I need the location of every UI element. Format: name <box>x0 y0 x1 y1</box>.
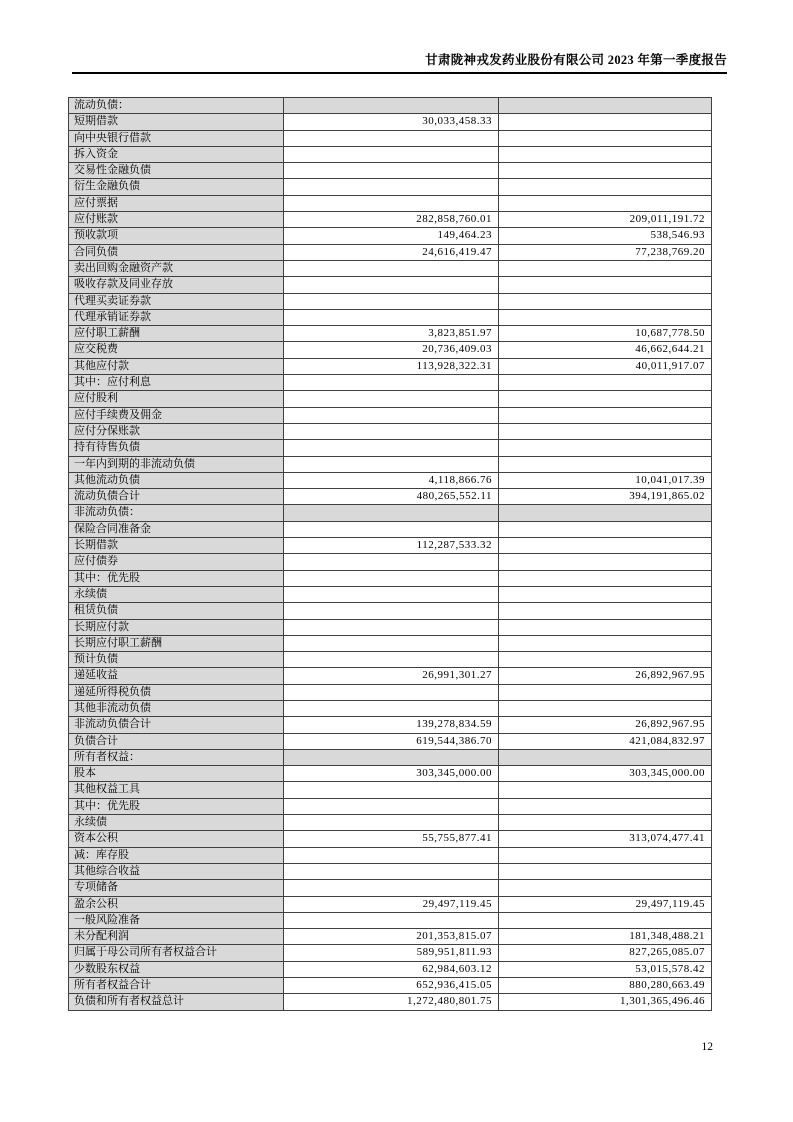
prior-period-cell: 880,280,663.49 <box>499 978 712 994</box>
row-label-cell: 应付债券 <box>69 554 284 570</box>
current-period-cell <box>284 912 499 928</box>
prior-period-cell: 40,011,917.07 <box>499 358 712 374</box>
prior-period-cell <box>499 163 712 179</box>
prior-period-cell: 421,084,832.97 <box>499 733 712 749</box>
table-row <box>69 570 712 586</box>
prior-period-cell: 181,348,488.21 <box>499 929 712 945</box>
row-label-cell: 永续债 <box>69 586 284 602</box>
prior-period-cell <box>499 293 712 309</box>
table-row <box>69 961 712 977</box>
current-period-cell <box>284 456 499 472</box>
table-row <box>69 847 712 863</box>
row-label-cell: 交易性金融负债 <box>69 163 284 179</box>
row-label-cell: 股本 <box>69 766 284 782</box>
row-label-cell: 长期借款 <box>69 538 284 554</box>
row-label-cell: 吸收存款及同业存放 <box>69 277 284 293</box>
current-period-cell <box>284 521 499 537</box>
row-label-cell: 应付手续费及佣金 <box>69 407 284 423</box>
prior-period-cell <box>499 586 712 602</box>
current-period-cell <box>284 863 499 879</box>
prior-period-cell <box>499 309 712 325</box>
current-period-cell <box>284 407 499 423</box>
row-label-cell: 递延收益 <box>69 668 284 684</box>
prior-period-cell <box>499 179 712 195</box>
balance-sheet-table <box>68 97 712 1011</box>
row-label-cell: 非流动负债： <box>69 505 284 521</box>
current-period-cell <box>284 293 499 309</box>
row-label-cell: 衍生金融负债 <box>69 179 284 195</box>
current-period-cell <box>284 423 499 439</box>
current-period-cell <box>284 847 499 863</box>
row-label-cell: 应付股利 <box>69 391 284 407</box>
current-period-cell <box>284 815 499 831</box>
prior-period-cell: 10,687,778.50 <box>499 326 712 342</box>
row-label-cell: 一年内到期的非流动负债 <box>69 456 284 472</box>
prior-period-cell <box>499 521 712 537</box>
prior-period-cell <box>499 554 712 570</box>
prior-period-cell <box>499 570 712 586</box>
row-label-cell: 合同负债 <box>69 244 284 260</box>
table-row <box>69 619 712 635</box>
current-period-cell <box>284 635 499 651</box>
row-label-cell: 非流动负债合计 <box>69 717 284 733</box>
table-row <box>69 782 712 798</box>
prior-period-cell <box>499 847 712 863</box>
table-row <box>69 456 712 472</box>
header-rule <box>72 72 727 74</box>
table-row <box>69 179 712 195</box>
row-label-cell: 未分配利润 <box>69 929 284 945</box>
table-row <box>69 652 712 668</box>
table-row <box>69 423 712 439</box>
row-label-cell: 少数股东权益 <box>69 961 284 977</box>
row-label-cell: 预收款项 <box>69 228 284 244</box>
table-row <box>69 766 712 782</box>
prior-period-cell <box>499 130 712 146</box>
prior-period-cell <box>499 505 712 521</box>
current-period-cell: 20,736,409.03 <box>284 342 499 358</box>
table-row <box>69 863 712 879</box>
row-label-cell: 代理买卖证券款 <box>69 293 284 309</box>
current-period-cell <box>284 880 499 896</box>
prior-period-cell <box>499 146 712 162</box>
prior-period-cell: 313,074,477.41 <box>499 831 712 847</box>
page-number: 12 <box>701 1041 713 1053</box>
table-row <box>69 945 712 961</box>
row-label-cell: 长期应付职工薪酬 <box>69 635 284 651</box>
row-label-cell: 其他应付款 <box>69 358 284 374</box>
current-period-cell: 480,265,552.11 <box>284 489 499 505</box>
row-label-cell: 永续债 <box>69 815 284 831</box>
current-period-cell <box>284 798 499 814</box>
current-period-cell <box>284 163 499 179</box>
row-label-cell: 递延所得税负债 <box>69 684 284 700</box>
current-period-cell: 303,345,000.00 <box>284 766 499 782</box>
row-label-cell: 代理承销证券款 <box>69 309 284 325</box>
prior-period-cell <box>499 863 712 879</box>
current-period-cell: 30,033,458.33 <box>284 114 499 130</box>
row-label-cell: 所有者权益合计 <box>69 978 284 994</box>
current-period-cell: 3,823,851.97 <box>284 326 499 342</box>
row-label-cell: 租赁负债 <box>69 603 284 619</box>
table-row <box>69 228 712 244</box>
table-row <box>69 326 712 342</box>
prior-period-cell <box>499 260 712 276</box>
table-row <box>69 391 712 407</box>
row-label-cell: 流动负债： <box>69 98 284 114</box>
row-label-cell: 长期应付款 <box>69 619 284 635</box>
prior-period-cell <box>499 114 712 130</box>
prior-period-cell: 827,265,085.07 <box>499 945 712 961</box>
prior-period-cell <box>499 603 712 619</box>
row-label-cell: 归属于母公司所有者权益合计 <box>69 945 284 961</box>
row-label-cell: 一般风险准备 <box>69 912 284 928</box>
row-label-cell: 短期借款 <box>69 114 284 130</box>
table-row <box>69 195 712 211</box>
prior-period-cell <box>499 423 712 439</box>
current-period-cell <box>284 277 499 293</box>
table-row <box>69 994 712 1010</box>
table-row <box>69 130 712 146</box>
current-period-cell: 26,991,301.27 <box>284 668 499 684</box>
current-period-cell <box>284 195 499 211</box>
prior-period-cell <box>499 619 712 635</box>
table-row <box>69 978 712 994</box>
current-period-cell: 201,353,815.07 <box>284 929 499 945</box>
current-period-cell: 589,951,811.93 <box>284 945 499 961</box>
row-label-cell: 资本公积 <box>69 831 284 847</box>
current-period-cell: 112,287,533.32 <box>284 538 499 554</box>
table-row <box>69 896 712 912</box>
table-row <box>69 98 712 114</box>
table-row <box>69 700 712 716</box>
current-period-cell <box>284 652 499 668</box>
table-row <box>69 733 712 749</box>
current-period-cell <box>284 309 499 325</box>
prior-period-cell: 394,191,865.02 <box>499 489 712 505</box>
current-period-cell <box>284 505 499 521</box>
current-period-cell: 652,936,415.05 <box>284 978 499 994</box>
prior-period-cell <box>499 815 712 831</box>
table-row <box>69 472 712 488</box>
current-period-cell <box>284 603 499 619</box>
current-period-cell <box>284 684 499 700</box>
table-row <box>69 114 712 130</box>
current-period-cell: 113,928,322.31 <box>284 358 499 374</box>
prior-period-cell <box>499 195 712 211</box>
table-row <box>69 260 712 276</box>
current-period-cell <box>284 98 499 114</box>
row-label-cell: 拆入资金 <box>69 146 284 162</box>
prior-period-cell: 26,892,967.95 <box>499 717 712 733</box>
prior-period-cell: 538,546.93 <box>499 228 712 244</box>
current-period-cell <box>284 749 499 765</box>
prior-period-cell <box>499 912 712 928</box>
row-label-cell: 流动负债合计 <box>69 489 284 505</box>
row-label-cell: 其中：应付利息 <box>69 375 284 391</box>
row-label-cell: 应付职工薪酬 <box>69 326 284 342</box>
current-period-cell <box>284 586 499 602</box>
prior-period-cell <box>499 391 712 407</box>
row-label-cell: 负债合计 <box>69 733 284 749</box>
prior-period-cell <box>499 635 712 651</box>
prior-period-cell <box>499 749 712 765</box>
prior-period-cell: 209,011,191.72 <box>499 212 712 228</box>
row-label-cell: 减：库存股 <box>69 847 284 863</box>
table-row <box>69 815 712 831</box>
row-label-cell: 持有待售负债 <box>69 440 284 456</box>
row-label-cell: 专项储备 <box>69 880 284 896</box>
table-row <box>69 407 712 423</box>
row-label-cell: 其他流动负债 <box>69 472 284 488</box>
prior-period-cell <box>499 538 712 554</box>
current-period-cell <box>284 130 499 146</box>
table-row <box>69 668 712 684</box>
current-period-cell <box>284 700 499 716</box>
table-row <box>69 635 712 651</box>
row-label-cell: 预计负债 <box>69 652 284 668</box>
current-period-cell <box>284 179 499 195</box>
prior-period-cell <box>499 375 712 391</box>
current-period-cell <box>284 619 499 635</box>
table-row <box>69 880 712 896</box>
prior-period-cell <box>499 407 712 423</box>
prior-period-cell <box>499 684 712 700</box>
row-label-cell: 所有者权益： <box>69 749 284 765</box>
prior-period-cell <box>499 798 712 814</box>
row-label-cell: 其他综合收益 <box>69 863 284 879</box>
table-row <box>69 521 712 537</box>
prior-period-cell <box>499 98 712 114</box>
current-period-cell <box>284 146 499 162</box>
prior-period-cell <box>499 782 712 798</box>
table-row <box>69 293 712 309</box>
table-row <box>69 798 712 814</box>
row-label-cell: 其中：优先股 <box>69 570 284 586</box>
table-row <box>69 375 712 391</box>
current-period-cell: 139,278,834.59 <box>284 717 499 733</box>
table-row <box>69 912 712 928</box>
current-period-cell: 619,544,386.70 <box>284 733 499 749</box>
table-row <box>69 146 712 162</box>
current-period-cell <box>284 375 499 391</box>
table-row <box>69 603 712 619</box>
table-row <box>69 277 712 293</box>
prior-period-cell <box>499 652 712 668</box>
prior-period-cell: 303,345,000.00 <box>499 766 712 782</box>
current-period-cell: 55,755,877.41 <box>284 831 499 847</box>
row-label-cell: 其中：优先股 <box>69 798 284 814</box>
row-label-cell: 其他非流动负债 <box>69 700 284 716</box>
current-period-cell <box>284 554 499 570</box>
table-row <box>69 749 712 765</box>
table-row <box>69 489 712 505</box>
row-label-cell: 应交税费 <box>69 342 284 358</box>
row-label-cell: 其他权益工具 <box>69 782 284 798</box>
row-label-cell: 卖出回购金融资产款 <box>69 260 284 276</box>
current-period-cell: 4,118,866.76 <box>284 472 499 488</box>
current-period-cell: 1,272,480,801.75 <box>284 994 499 1010</box>
report-header-title: 甘肃陇神戎发药业股份有限公司 2023 年第一季度报告 <box>425 53 727 67</box>
prior-period-cell: 10,041,017.39 <box>499 472 712 488</box>
current-period-cell: 282,858,760.01 <box>284 212 499 228</box>
prior-period-cell <box>499 440 712 456</box>
prior-period-cell <box>499 700 712 716</box>
table-row <box>69 505 712 521</box>
current-period-cell <box>284 260 499 276</box>
prior-period-cell <box>499 880 712 896</box>
table-row <box>69 717 712 733</box>
prior-period-cell: 46,662,644.21 <box>499 342 712 358</box>
prior-period-cell <box>499 456 712 472</box>
row-label-cell: 盈余公积 <box>69 896 284 912</box>
prior-period-cell: 29,497,119.45 <box>499 896 712 912</box>
current-period-cell: 149,464.23 <box>284 228 499 244</box>
prior-period-cell: 26,892,967.95 <box>499 668 712 684</box>
table-row <box>69 358 712 374</box>
current-period-cell <box>284 782 499 798</box>
prior-period-cell <box>499 277 712 293</box>
table-row <box>69 309 712 325</box>
table-row <box>69 554 712 570</box>
current-period-cell <box>284 391 499 407</box>
current-period-cell <box>284 440 499 456</box>
table-row <box>69 212 712 228</box>
table-row <box>69 244 712 260</box>
table-row <box>69 538 712 554</box>
prior-period-cell: 77,238,769.20 <box>499 244 712 260</box>
prior-period-cell: 53,015,578.42 <box>499 961 712 977</box>
row-label-cell: 应付分保账款 <box>69 423 284 439</box>
table-row <box>69 163 712 179</box>
current-period-cell: 24,616,419.47 <box>284 244 499 260</box>
table-row <box>69 929 712 945</box>
row-label-cell: 应付账款 <box>69 212 284 228</box>
row-label-cell: 向中央银行借款 <box>69 130 284 146</box>
table-row <box>69 586 712 602</box>
row-label-cell: 应付票据 <box>69 195 284 211</box>
table-row <box>69 342 712 358</box>
table-row <box>69 684 712 700</box>
row-label-cell: 保险合同准备金 <box>69 521 284 537</box>
table-row <box>69 440 712 456</box>
row-label-cell: 负债和所有者权益总计 <box>69 994 284 1010</box>
current-period-cell: 29,497,119.45 <box>284 896 499 912</box>
table-row <box>69 831 712 847</box>
current-period-cell <box>284 570 499 586</box>
current-period-cell: 62,984,603.12 <box>284 961 499 977</box>
prior-period-cell: 1,301,365,496.46 <box>499 994 712 1010</box>
